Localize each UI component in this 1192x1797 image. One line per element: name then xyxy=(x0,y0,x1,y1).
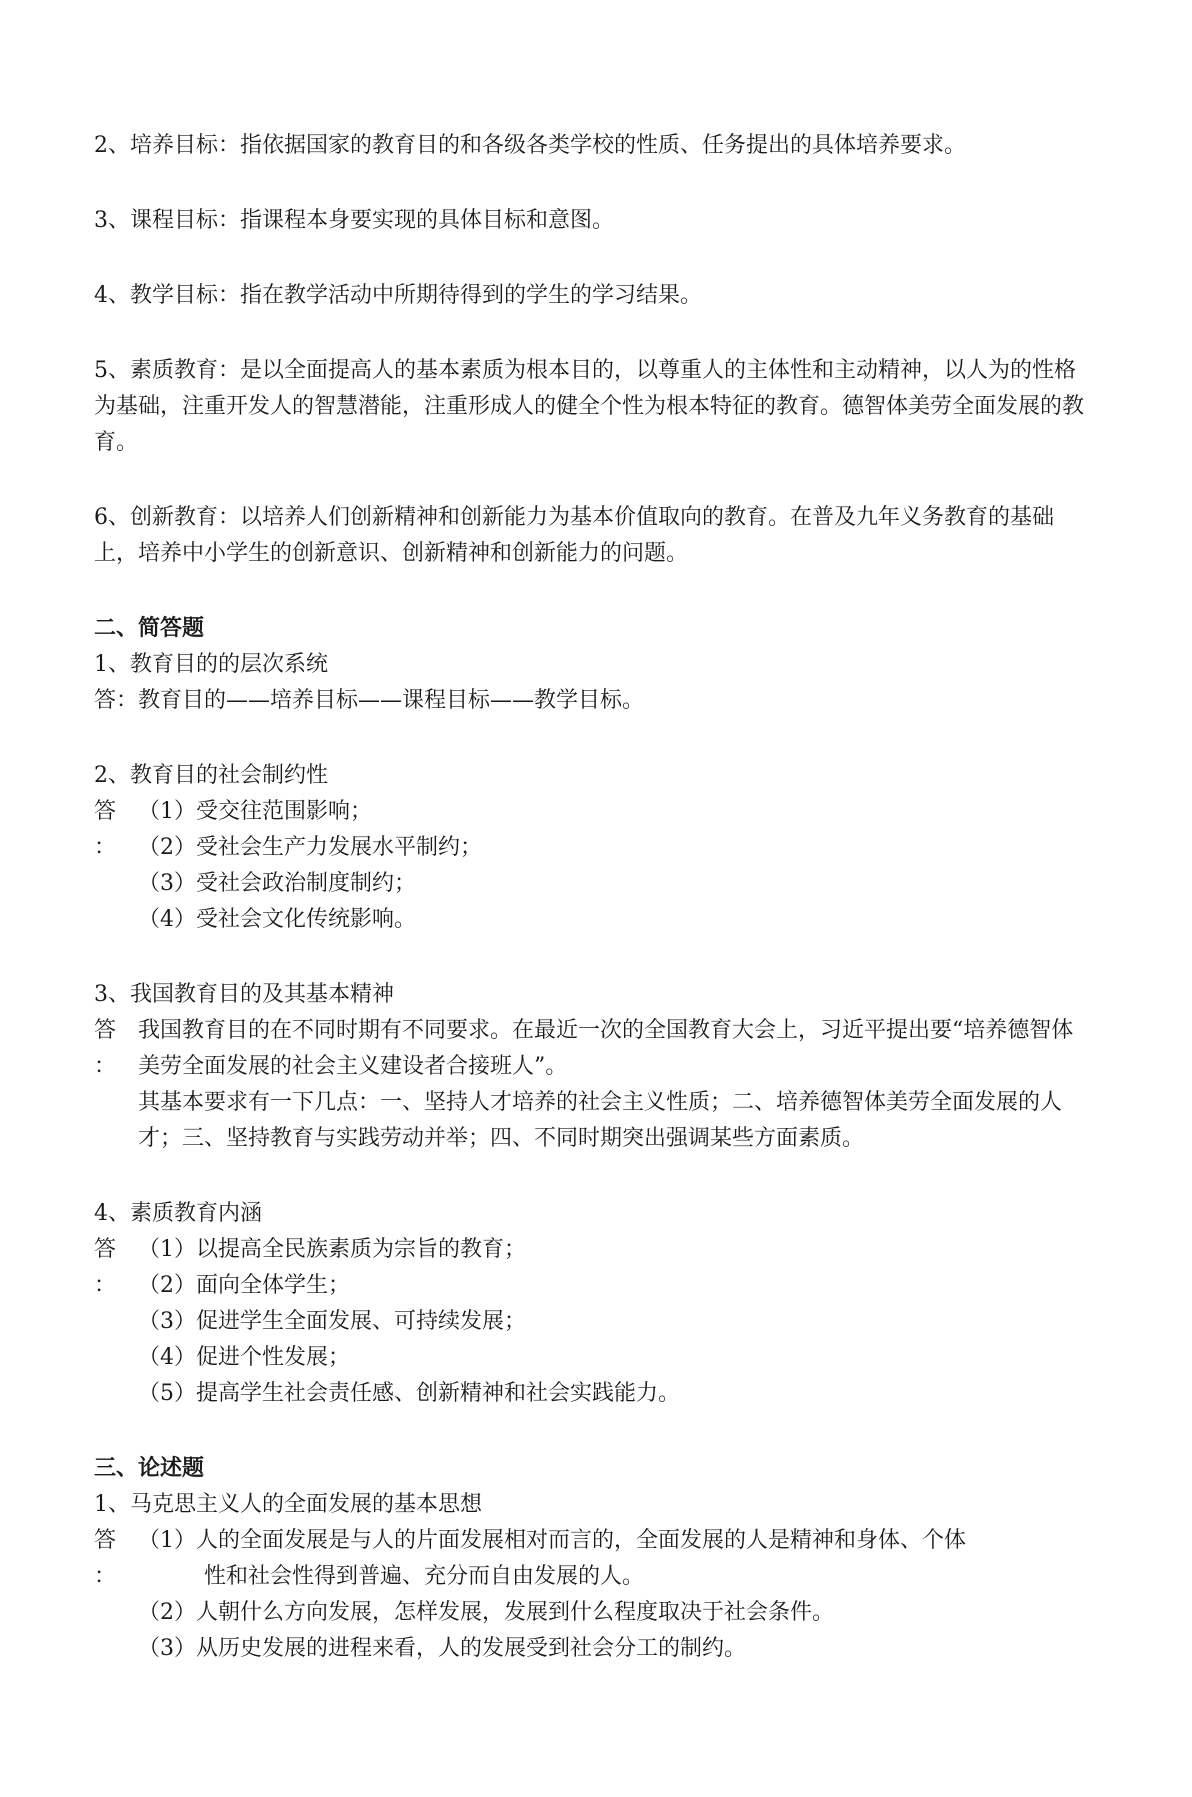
answer-item: （1）受交往范围影响； xyxy=(138,799,372,824)
answer-item: （3）促进学生全面发展、可持续发展； xyxy=(138,1309,526,1334)
answer-label: 答 ： xyxy=(94,1237,117,1298)
answer-item: （2）面向全体学生； xyxy=(138,1273,350,1298)
question-title: 1、马克思主义人的全面发展的基本思想 xyxy=(94,1492,482,1517)
definition-3: 3、课程目标：指课程本身要实现的具体目标和意图。 xyxy=(94,208,614,233)
question-title: 4、素质教育内涵 xyxy=(94,1201,262,1226)
answer-item: （2）人朝什么方向发展，怎样发展，发展到什么程度取决于社会条件。 xyxy=(138,1600,834,1625)
definition-6: 6、创新教育：以培养人们创新精神和创新能力为基本价值取向的教育。在普及九年义务教育的基础上，培养中小学生的创新意识、创新精神和创新能力的问题。 xyxy=(94,505,1055,566)
answer-item: （2）受社会生产力发展水平制约； xyxy=(138,835,482,860)
answer-text: 答：教育目的——培养目标——课程目标——教学目标。 xyxy=(94,688,645,713)
answer-item: （4）促进个性发展； xyxy=(138,1345,350,1370)
answer-label: 答 ： xyxy=(94,1528,117,1589)
definition-5: 5、素质教育：是以全面提高人的基本素质为根本目的，以尊重人的主体性和主动精神，以人为的性格为基础，注重开发人的智慧潜能，注重形成人的健全个性为根本特征的教育。德智体美劳全面发展的教育。 xyxy=(94,358,1085,455)
question-title: 1、教育目的的层次系统 xyxy=(94,652,328,677)
answer-label: 答 ： xyxy=(94,799,117,860)
answer-paragraph: 我国教育目的在不同时期有不同要求。在最近一次的全国教育大会上，习近平提出要“培养德智体美劳全面发展的社会主义建设者合接班人”。 xyxy=(138,1018,1074,1079)
answer-item: （5）提高学生社会责任感、创新精神和社会实践能力。 xyxy=(138,1381,680,1406)
answer-item: （3）受社会政治制度制约； xyxy=(138,871,416,896)
answer-block xyxy=(94,1013,1094,1157)
answer-block xyxy=(94,794,1094,938)
section-heading-essay: 三、论述题 xyxy=(94,1456,205,1481)
definition-4: 4、教学目标：指在教学活动中所期待得到的学生的学习结果。 xyxy=(94,283,702,308)
answer-item: （1）以提高全民族素质为宗旨的教育； xyxy=(138,1237,526,1262)
answer-item: （1）人的全面发展是与人的片面发展相对而言的，全面发展的人是精神和身体、个体 xyxy=(138,1528,966,1553)
section-heading-short-answer: 二、简答题 xyxy=(94,616,205,641)
answer-item: （4）受社会文化传统影响。 xyxy=(138,907,416,932)
document-page xyxy=(94,128,1094,1667)
answer-paragraph: 其基本要求有一下几点：一、坚持人才培养的社会主义性质；二、培养德智体美劳全面发展的人才；三、坚持教育与实践劳动并举；四、不同时期突出强调某些方面素质。 xyxy=(138,1090,1063,1151)
answer-item: （3）从历史发展的进程来看，人的发展受到社会分工的制约。 xyxy=(138,1636,746,1661)
answer-label: 答 ： xyxy=(94,1018,117,1079)
question-title: 3、我国教育目的及其基本精神 xyxy=(94,982,394,1007)
definition-2: 2、培养目标：指依据国家的教育目的和各级各类学校的性质、任务提出的具体培养要求。 xyxy=(94,133,967,158)
answer-item-continuation: 性和社会性得到普遍、充分而自由发展的人。 xyxy=(204,1564,645,1589)
question-title: 2、教育目的社会制约性 xyxy=(94,763,328,788)
answer-block xyxy=(94,1523,1094,1667)
answer-block xyxy=(94,1232,1094,1412)
